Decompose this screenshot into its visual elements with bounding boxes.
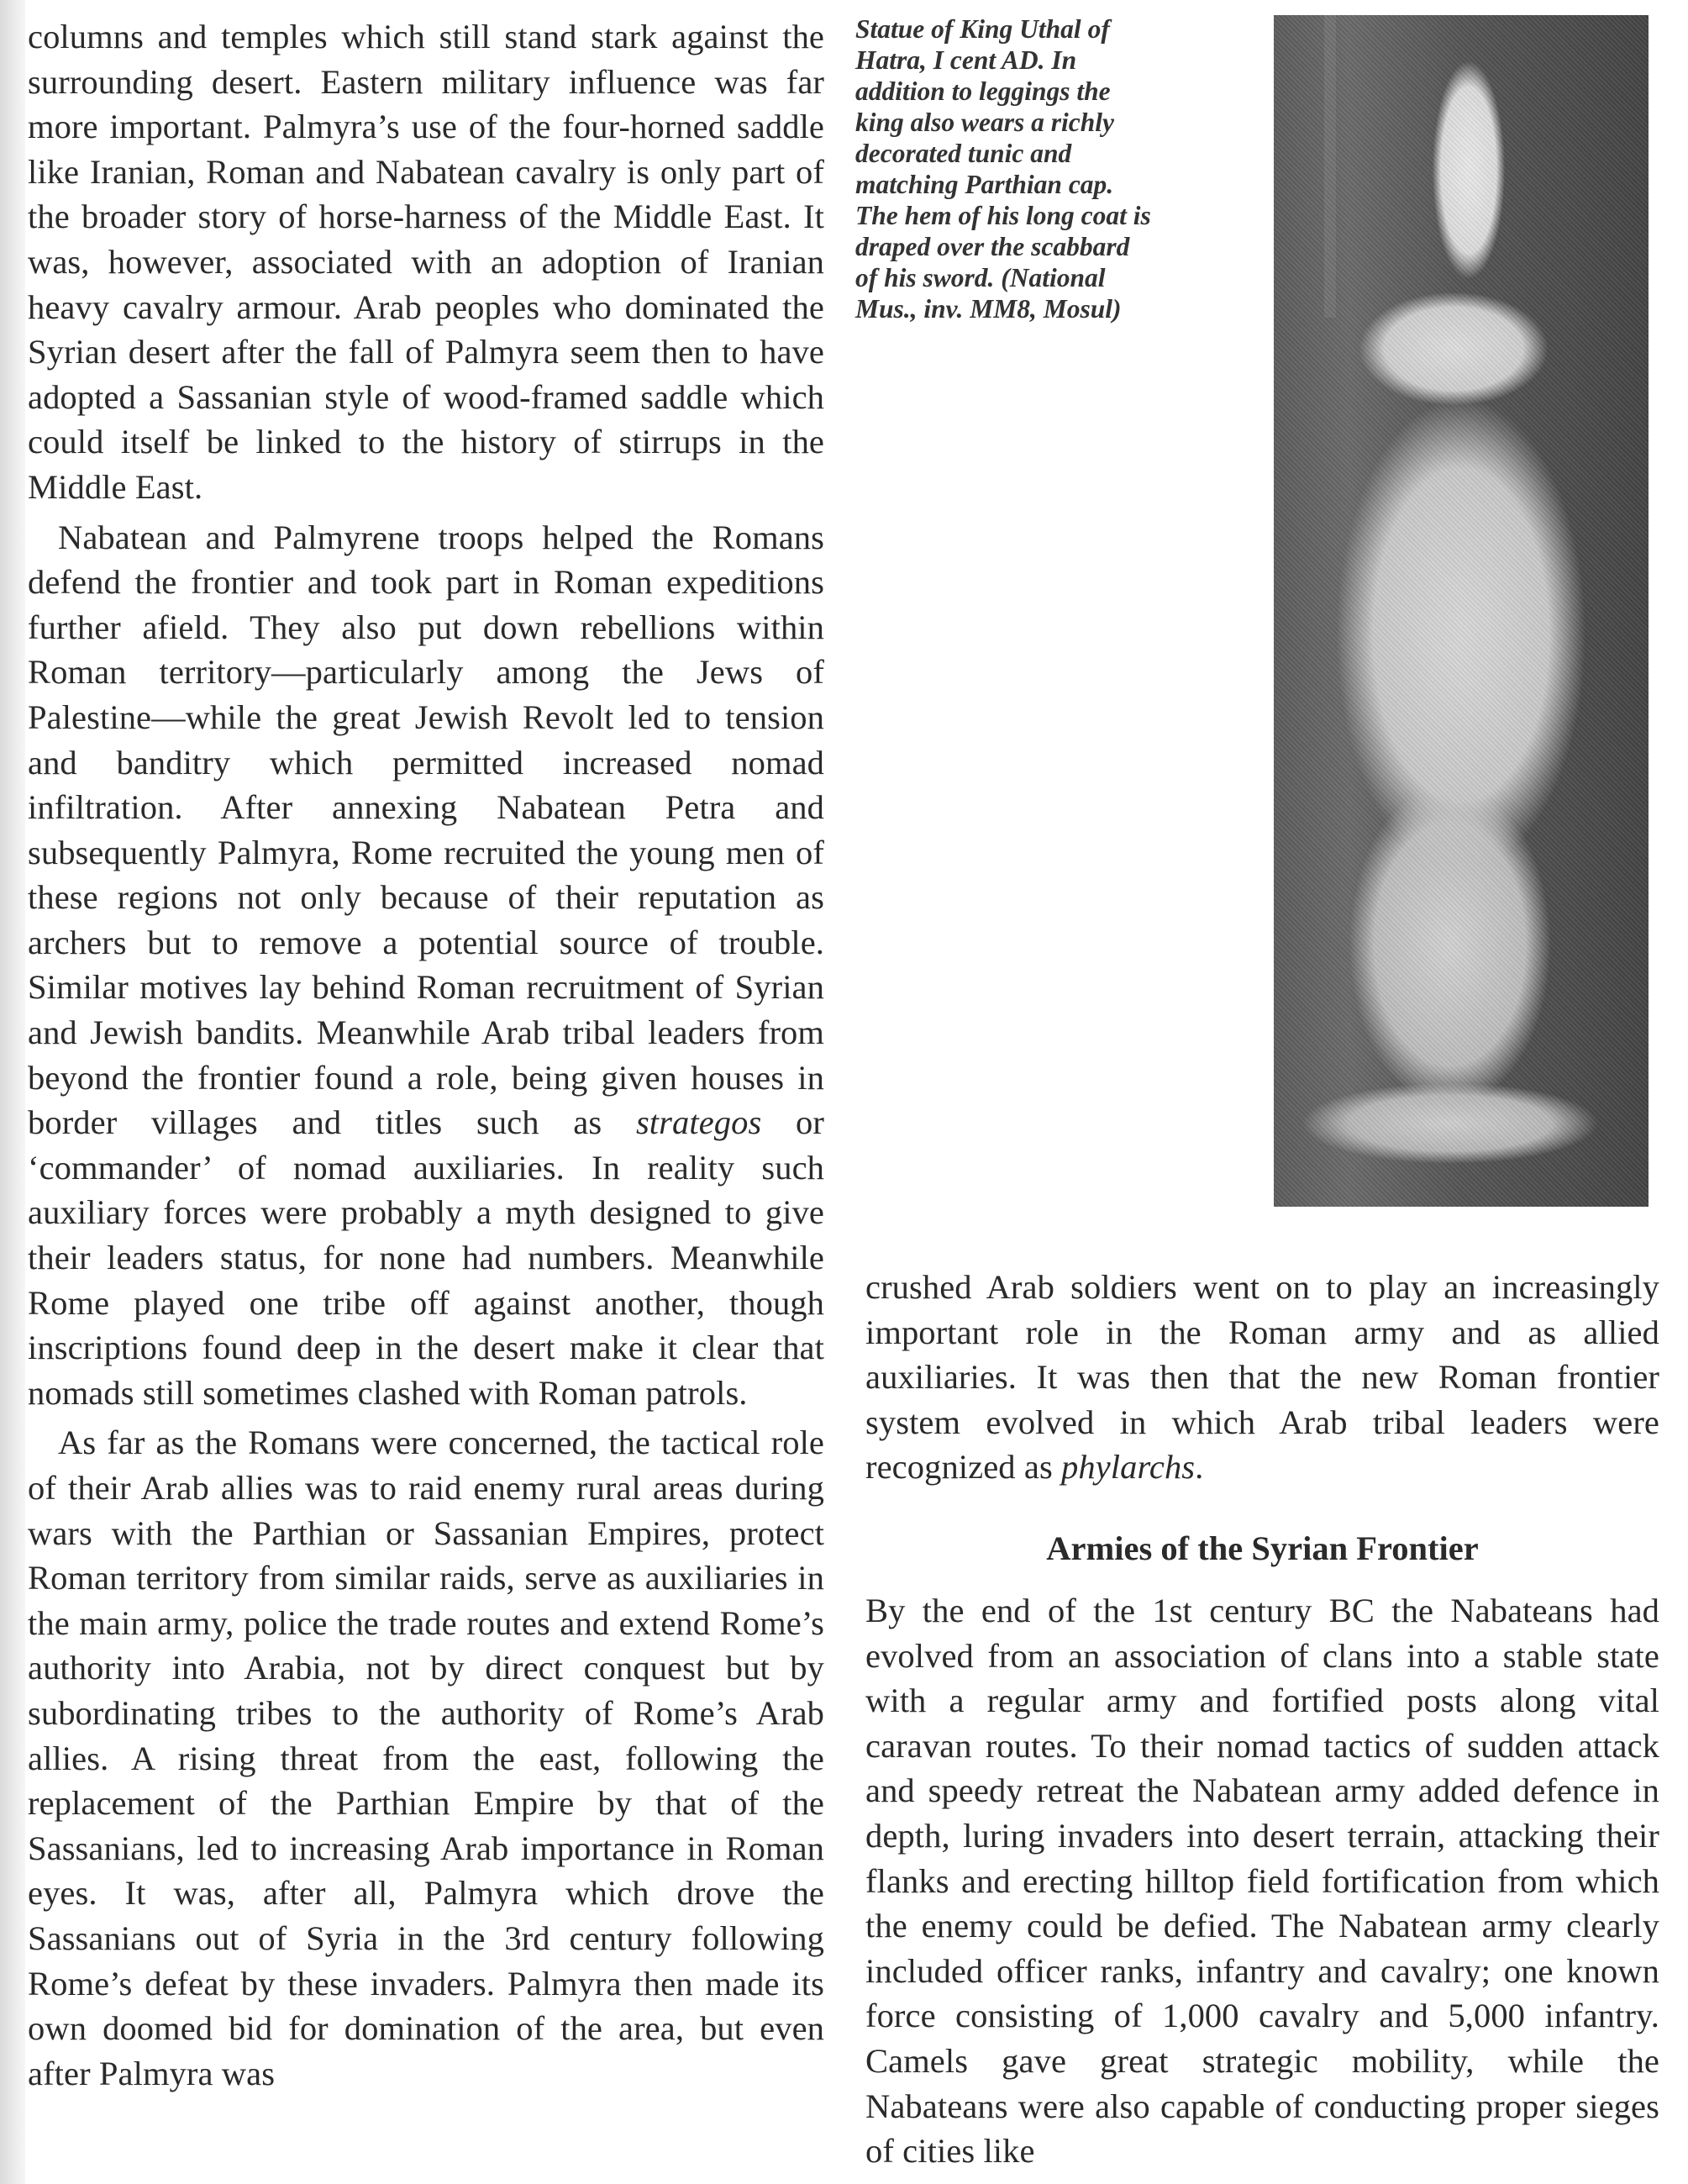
caption-line: The hem of his long coat is xyxy=(855,201,1151,230)
caption-line: draped over the scabbard xyxy=(855,232,1130,261)
caption-line: Statue of King Uthal of xyxy=(855,14,1110,44)
caption-line: matching Parthian cap. xyxy=(855,170,1114,199)
section-heading: Armies of the Syrian Frontier xyxy=(1046,1529,1479,1567)
italic-term-phylarchs: phylarchs xyxy=(1061,1448,1196,1487)
halftone-grain xyxy=(1274,15,1649,1207)
paragraph-nabatean-army: By the end of the 1st century BC the Nabateans had evolved from an association of clans into a stable state with a regular army and fortified posts along vital caravan routes. To their nomad tactics of sudden attack and speedy retreat the Nabatean army added defence in depth, luring invaders into desert terrain, attacking their flanks and erecting hilltop field fortification from which the enemy could be defied. The Nabatean army clearly included officer ranks, infantry and cavalry; one known force consisting of 1,000 cavalry and 5,000 infantry. Camels gave great strategic mobility, while the Nabateans were also capable of conducting proper sieges of cities like xyxy=(865,1592,1659,2171)
paragraph-phylarchs: crushed Arab soldiers went on to play an increasingly important role in the Roman army and as allied auxiliaries. It was then that the new Roman frontier system evolved in which Arab tribal leaders were recognized as phylarchs. xyxy=(865,1268,1659,1487)
paragraph-saddles: columns and temples which still stand stark against the surrounding desert. Eastern military influence was far more important. Palmyra’s use of the four-horned saddle like Iranian, Roman and Nabatean cavalry is only part of the broader story of horse-harness of the Middle East. It was, however, associated with an adoption of Iranian heavy cavalry armour. Arab peoples who dominated the Syrian desert after the fall of Palmyra seem then to have adopted a Sassanian style of wood-framed saddle which could itself be linked to the history of stirrups in the Middle East. xyxy=(28,18,824,506)
photo-caption xyxy=(855,13,1233,324)
caption-line: Hatra, I cent AD. In xyxy=(855,45,1077,75)
page-binding-gutter xyxy=(0,0,25,2184)
left-text-column xyxy=(28,14,824,2096)
caption-line: addition to leggings the xyxy=(855,76,1111,106)
paragraph-tactical-role: As far as the Romans were concerned, the tactical role of their Arab allies was to raid enemy rural areas during wars with the Parthian or Sassanian Empires, protect Roman territory from similar raids, serve as auxiliaries in the main army, police the trade routes and extend Rome’s authority into Arabia, not by direct conquest but by subordinating tribes to the authority of Rome’s Arab allies. A rising threat from the east, following the replacement of the Parthian Empire by that of the Sassanians, led to increasing Arab importance in Roman eyes. It was, after all, Palmyra which drove the Sassanians out of Syria in the 3rd century following Rome’s defeat by these invaders. Palmyra then made its own doomed bid for domination of the area, but even after Palmyra was xyxy=(28,1424,824,2092)
statue-photo xyxy=(1274,15,1649,1207)
paragraph-nabatean-palmyrene-troops: Nabatean and Palmyrene troops helped the Romans defend the frontier and took part in Roman expeditions further afield. They also put down rebellions within Roman territory—particularly among the Jews of Palestine—while the great Jewish Revolt led to tension and banditry which permitted increased nomad infiltration. After annexing Nabatean Petra and subsequently Palmyra, Rome recruited the young men of these regions not only because of their reputation as archers but to remove a potential source of trouble. Similar motives lay behind Roman recruitment of Syrian and Jewish bandits. Meanwhile Arab tribal leaders from beyond the frontier found a role, being given houses in border villages and titles such as strategos or ‘commander’ of nomad auxiliaries. In reality such auxiliary forces were probably a myth designed to give their leaders status, for none had numbers. Meanwhile Rome played one tribe off against another, though inscriptions found deep in the desert make it clear that nomads still sometimes clashed with Roman patrols. xyxy=(28,518,824,1412)
caption-line: king also wears a richly xyxy=(855,108,1115,137)
caption-line: decorated tunic and xyxy=(855,139,1072,168)
caption-line: Mus., inv. MM8, Mosul) xyxy=(855,294,1122,324)
italic-term-strategos: strategos xyxy=(635,1103,762,1142)
right-text-column-section xyxy=(865,1588,1659,2174)
right-text-column-continuation xyxy=(865,1265,1659,1490)
caption-line: of his sword. (National xyxy=(855,263,1106,292)
